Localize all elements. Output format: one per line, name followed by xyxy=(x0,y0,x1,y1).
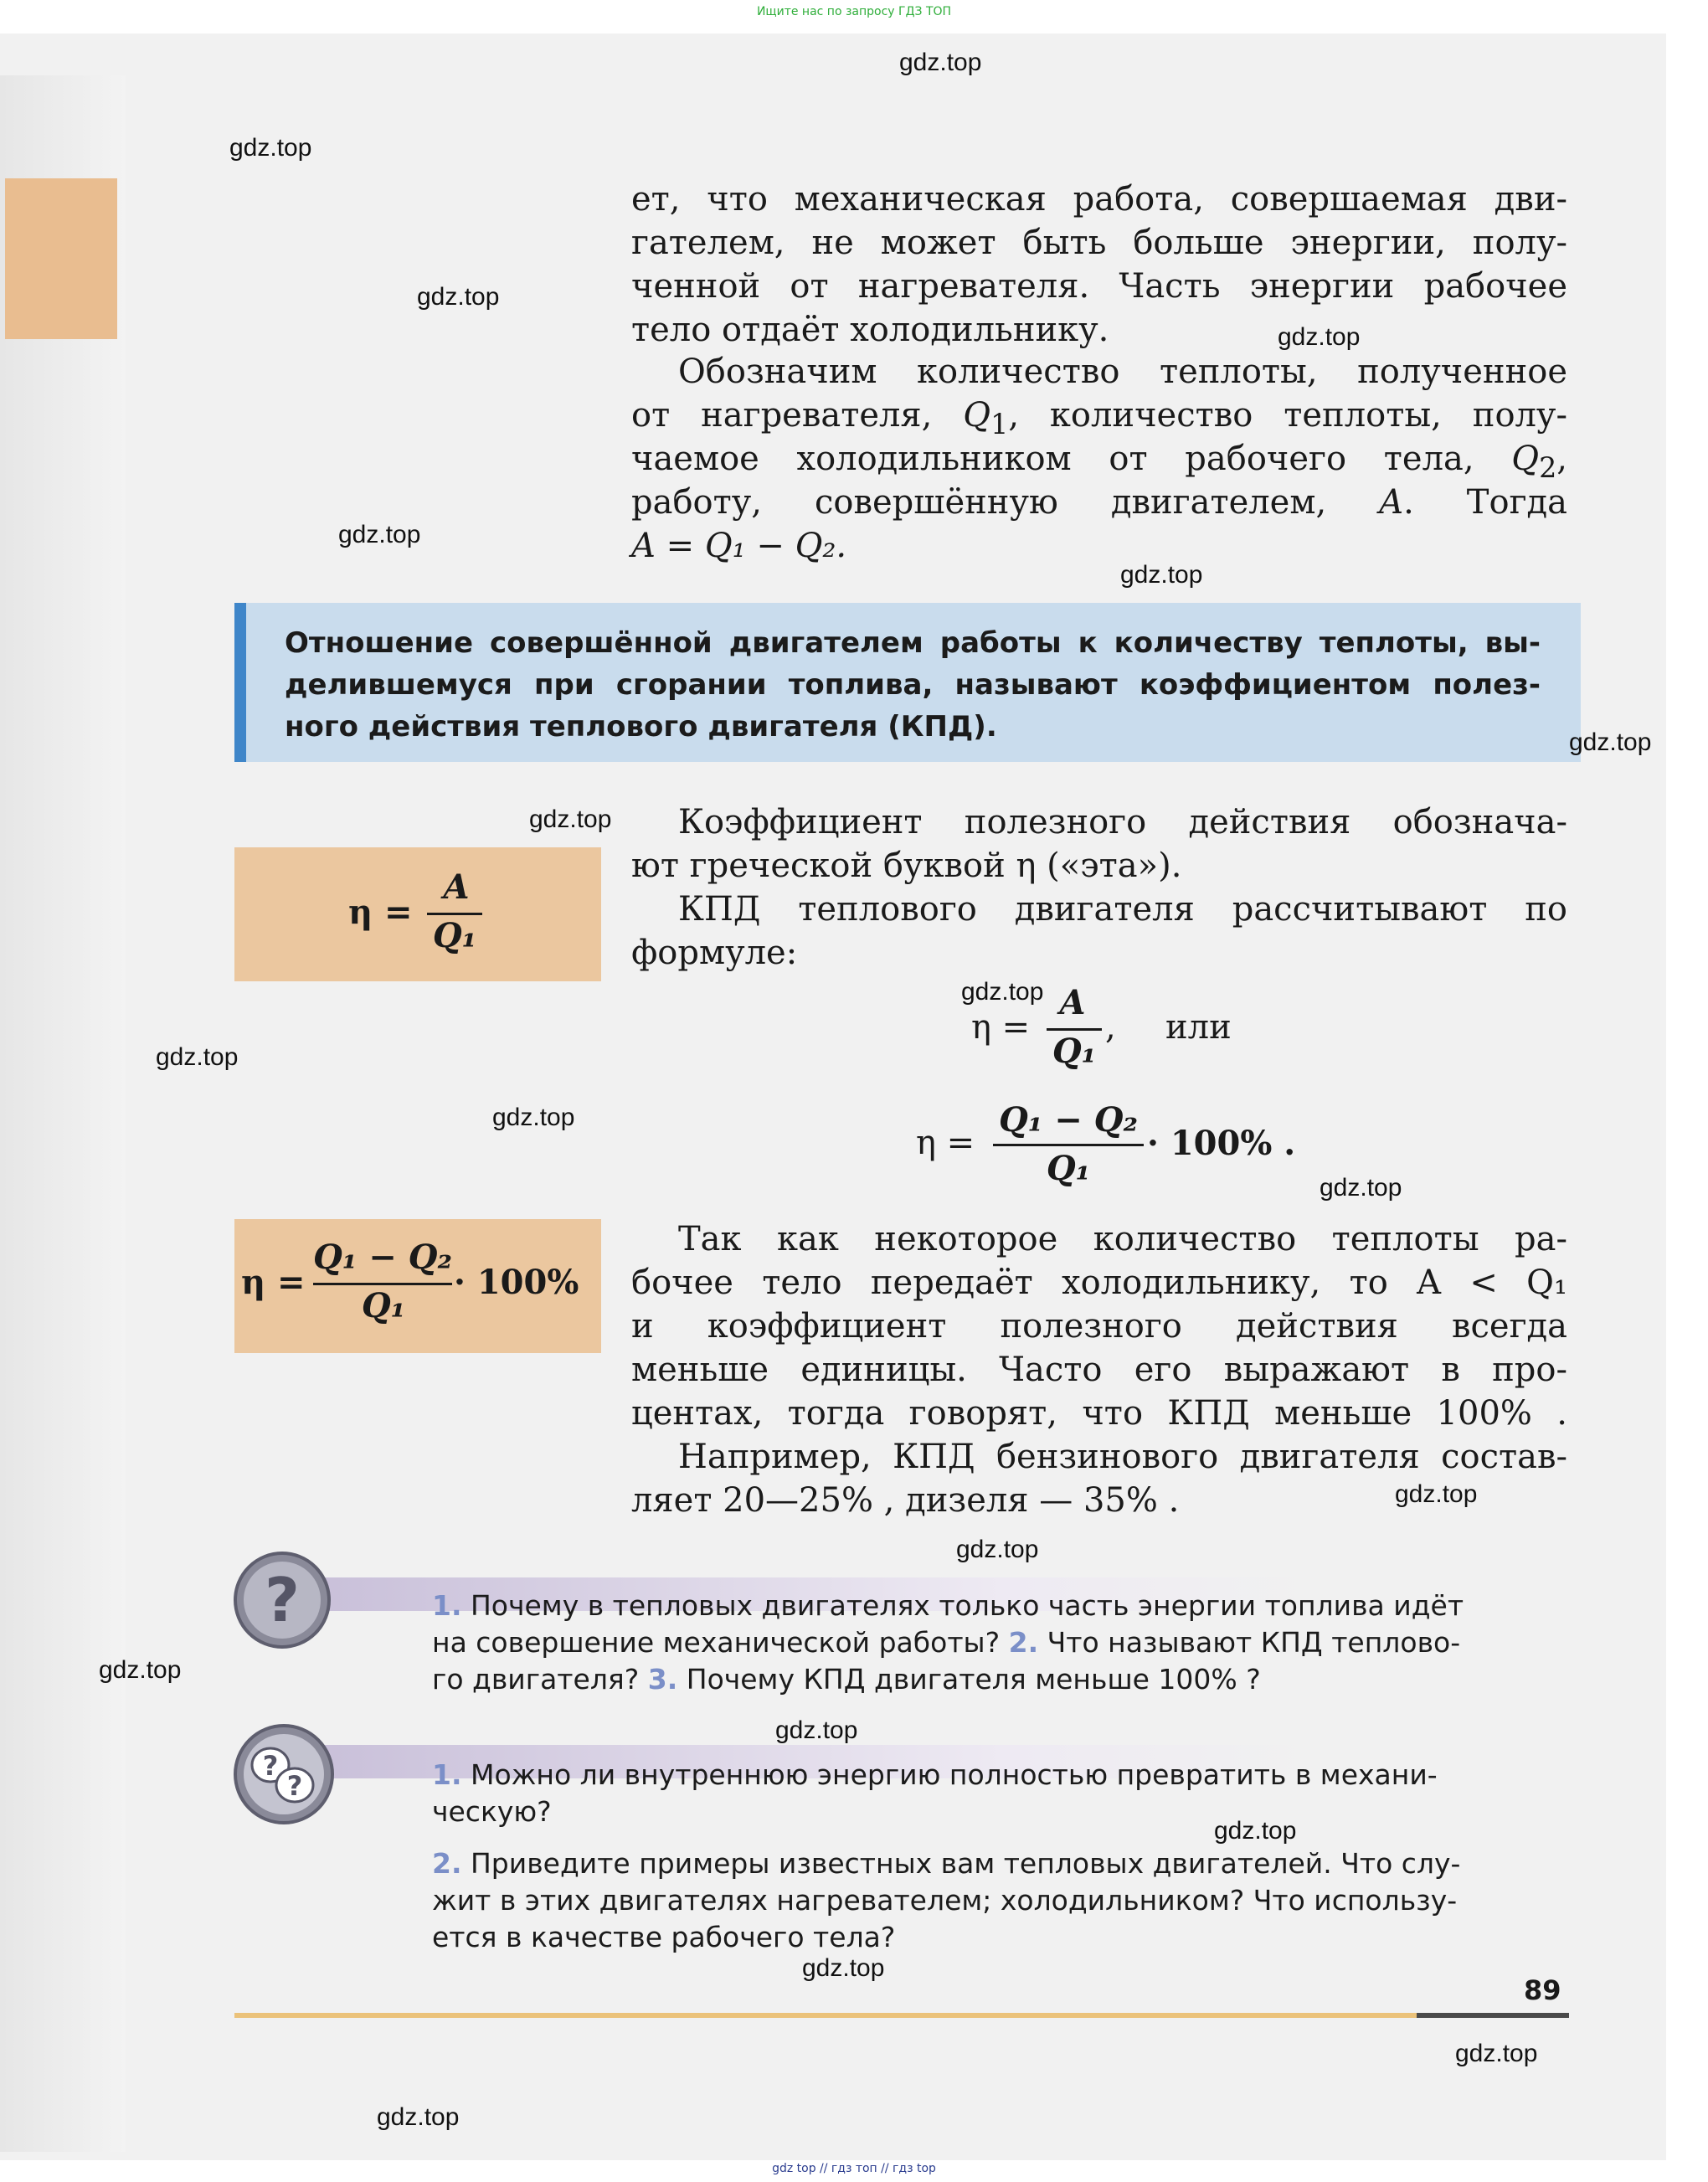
watermark: gdz.top xyxy=(1455,2040,1538,2067)
watermark: gdz.top xyxy=(417,283,500,311)
box2-numerator: Q₁ − Q₂ xyxy=(312,1238,453,1277)
box1-eta: η = xyxy=(348,893,413,932)
paragraph4-line: центах, тогда говорят, что КПД меньше 100% . xyxy=(631,1394,1567,1433)
paragraph4-line: и коэффициент полезного действия всегда xyxy=(631,1307,1567,1346)
watermark: gdz.top xyxy=(492,1104,575,1131)
bottom-rule xyxy=(234,2013,1417,2018)
watermark: gdz.top xyxy=(1395,1480,1478,1508)
watermark: gdz.top xyxy=(229,134,312,162)
definition-line: Отношение совершённой двигателем работы к количеству теплоты, вы- xyxy=(285,626,1541,660)
watermark: gdz.top xyxy=(775,1716,858,1744)
paragraph4-line: Например, КПД бензинового двигателя состав- xyxy=(678,1438,1567,1476)
footer-note: gdz top // гдз топ // гдз top xyxy=(772,2162,936,2175)
discussion-line: жит в этих двигателях нагревателем; холодильником? Что использу- xyxy=(432,1884,1458,1917)
discussion-icon xyxy=(233,1723,335,1825)
definition-line: делившемуся при сгорании топлива, называют коэффициентом полез- xyxy=(285,668,1541,702)
box1-fraction-line xyxy=(427,913,482,915)
formula-main-or: или xyxy=(1165,1008,1232,1047)
paragraph1-line: гателем, не может быть больше энергии, полу- xyxy=(631,224,1567,262)
watermark: gdz.top xyxy=(1569,728,1652,756)
question-line: 1. Почему в тепловых двигателях только часть энергии топлива идёт xyxy=(432,1589,1464,1622)
paragraph4-line: Так как некоторое количество теплоты ра- xyxy=(678,1220,1567,1258)
box1-numerator: A xyxy=(443,867,470,907)
box2-fraction-line xyxy=(313,1283,452,1285)
page-number: 89 xyxy=(1524,1974,1561,2006)
formula-box-efficiency xyxy=(234,847,601,981)
watermark: gdz.top xyxy=(1278,323,1361,351)
paragraph3-line: КПД теплового двигателя рассчитывают по xyxy=(678,890,1567,929)
question-line: го двигателя? 3. Почему КПД двигателя меньше 100% ? xyxy=(432,1663,1261,1696)
bottom-rule-dark xyxy=(1417,2013,1569,2018)
question-mark-icon xyxy=(233,1551,332,1649)
definition-line: ного действия теплового двигателя (КПД). xyxy=(285,710,997,744)
header-note: Ищите нас по запросу ГДЗ ТОП xyxy=(756,5,952,18)
formula-main-comma: , xyxy=(1105,1008,1116,1047)
paragraph2-line: работу, совершённую двигателем, A. Тогда xyxy=(631,483,1567,522)
formula-main-eta: η = xyxy=(971,1008,1031,1047)
watermark: gdz.top xyxy=(99,1656,182,1684)
box1-denominator: Q₁ xyxy=(432,916,477,955)
discussion-line: ческую? xyxy=(432,1795,552,1828)
paragraph4-line: меньше единицы. Часто его выражают в про- xyxy=(631,1351,1567,1389)
paragraph3-line: ют греческой буквой η («эта»). xyxy=(631,847,1182,885)
formula-main-fraction-line xyxy=(1047,1028,1102,1031)
svg-text:?: ? xyxy=(286,1770,303,1802)
watermark: gdz.top xyxy=(529,805,612,833)
paragraph4-line: бочее тело передаёт холодильнику, то A < Q₁ xyxy=(631,1263,1567,1302)
formula-main-numerator: A xyxy=(1059,983,1086,1022)
watermark: gdz.top xyxy=(156,1043,239,1071)
watermark: gdz.top xyxy=(1320,1174,1402,1202)
discussion-line: ется в качестве рабочего тела? xyxy=(432,1921,896,1953)
watermark: gdz.top xyxy=(1120,561,1203,589)
watermark: gdz.top xyxy=(1214,1817,1297,1845)
chapter-tab-marker xyxy=(5,178,117,339)
paragraph2-formula: A = Q₁ − Q₂. xyxy=(631,527,847,565)
box2-denominator: Q₁ xyxy=(361,1286,406,1325)
watermark: gdz.top xyxy=(802,1954,885,1982)
formula-percent-suffix: · 100% . xyxy=(1147,1124,1296,1163)
formula-percent-numerator: Q₁ − Q₂ xyxy=(998,1100,1139,1140)
page-edge-shadow xyxy=(0,75,126,2152)
watermark: gdz.top xyxy=(377,2103,460,2131)
paragraph2-line: Обозначим количество теплоты, полученное xyxy=(678,353,1567,391)
watermark: gdz.top xyxy=(956,1536,1039,1563)
formula-percent-eta: η = xyxy=(916,1124,975,1162)
discussion-line: 1. Можно ли внутреннюю энергию полностью превратить в механи- xyxy=(432,1758,1438,1791)
formula-main-denominator: Q₁ xyxy=(1052,1032,1097,1071)
watermark: gdz.top xyxy=(899,49,982,76)
paragraph3-line: формуле: xyxy=(631,934,798,972)
formula-percent-denominator: Q₁ xyxy=(1046,1149,1091,1188)
paragraph2-line: от нагревателя, $Q_1$, количество теплоты, полу- xyxy=(631,396,1567,440)
discussion-line: 2. Приведите примеры известных вам тепловых двигателей. Что слу- xyxy=(432,1847,1461,1880)
box2-eta: η = xyxy=(241,1263,306,1302)
paragraph1-line: ченной от нагревателя. Часть энергии рабочее xyxy=(631,267,1567,306)
box2-suffix: · 100% xyxy=(454,1263,579,1302)
paragraph1-line: ет, что механическая работа, совершаемая дви- xyxy=(631,180,1567,219)
watermark: gdz.top xyxy=(338,521,421,548)
watermark: gdz.top xyxy=(961,978,1044,1006)
formula-percent-fraction-line xyxy=(993,1144,1144,1146)
svg-text:?: ? xyxy=(262,1750,279,1782)
svg-text:?: ? xyxy=(265,1565,300,1635)
paragraph3-line: Коэффициент полезного действия обознача- xyxy=(678,803,1567,841)
paragraph4-line: ляет 20—25% , дизеля — 35% . xyxy=(631,1481,1180,1520)
paragraph1-line: тело отдаёт холодильнику. xyxy=(631,311,1109,349)
paragraph2-line: чаемое холодильником от рабочего тела, $Q_2$, xyxy=(631,440,1567,484)
question-line: на совершение механической работы? 2. Что называют КПД теплово- xyxy=(432,1626,1461,1659)
